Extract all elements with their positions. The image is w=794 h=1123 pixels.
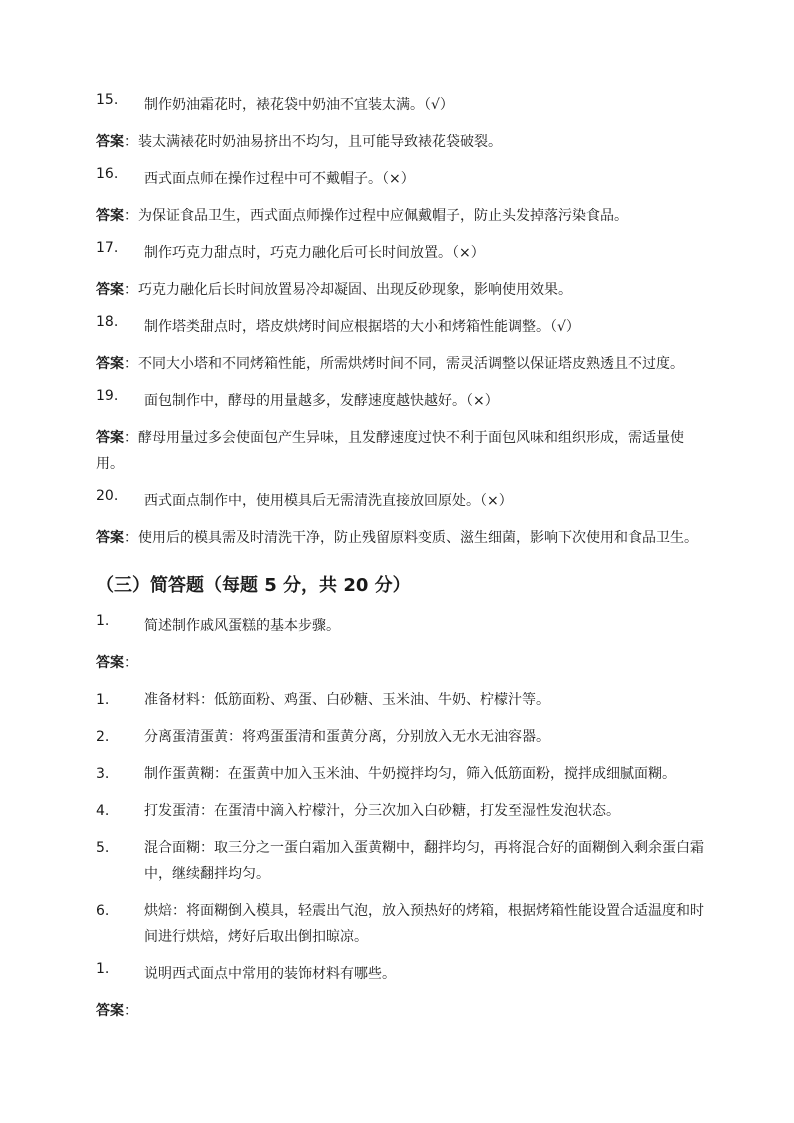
- question-number: 17.: [96, 240, 119, 256]
- step-text: 准备材料：低筋面粉、鸡蛋、白砂糖、玉米油、牛奶、柠檬汁等。: [144, 692, 550, 708]
- answer-19: [96, 425, 706, 477]
- section-heading: （三）简答题（每题 5 分，共 20 分）: [96, 575, 411, 596]
- answer-15: [96, 129, 706, 155]
- answer-17: [96, 277, 706, 303]
- list-item: [96, 835, 706, 887]
- answer-label: 答案: [96, 356, 124, 372]
- question-text: 制作塔类甜点时，塔皮烘烤时间应根据塔的大小和烤箱性能调整。（√）: [144, 319, 580, 335]
- question-16: [96, 166, 706, 192]
- question-text: 简述制作戚风蛋糕的基本步骤。: [144, 618, 340, 634]
- answer-text: ：不同大小塔和不同烤箱性能，所需烘烤时间不同，需灵活调整以保证塔皮熟透且不过度。: [124, 356, 684, 372]
- step-text: 分离蛋清蛋黄：将鸡蛋蛋清和蛋黄分离，分别放入无水无油容器。: [144, 729, 550, 745]
- short-question-1: [96, 613, 706, 639]
- step-number: 4.: [96, 803, 110, 819]
- answer-suffix: ：: [124, 655, 138, 671]
- document-page: [96, 92, 706, 1035]
- answer-label: 答案: [96, 1003, 124, 1019]
- question-number: 16.: [96, 166, 119, 182]
- list-item: [96, 687, 706, 713]
- step-text: 烘焙：将面糊倒入模具，轻震出气泡，放入预热好的烤箱，根据烤箱性能设置合适温度和时间进行烘焙，烤好后取出倒扣晾凉。: [144, 903, 704, 945]
- step-text: 混合面糊：取三分之一蛋白霜加入蛋黄糊中，翻拌均匀，再将混合好的面糊倒入剩余蛋白霜中，继续翻拌均匀。: [144, 840, 704, 882]
- question-text: 制作巧克力甜点时，巧克力融化后可长时间放置。（×）: [144, 245, 485, 261]
- step-text: 制作蛋黄糊：在蛋黄中加入玉米油、牛奶搅拌均匀，筛入低筋面粉，搅拌成细腻面糊。: [144, 766, 676, 782]
- step-number: 2.: [96, 729, 110, 745]
- list-item: [96, 798, 706, 824]
- answer-label: 答案: [96, 430, 124, 446]
- question-number: 18.: [96, 314, 119, 330]
- answer-text: ：为保证食品卫生，西式面点师操作过程中应佩戴帽子，防止头发掉落污染食品。: [124, 208, 628, 224]
- short-question-2: [96, 961, 706, 987]
- answer-suffix: ：: [124, 1003, 138, 1019]
- step-text: 打发蛋清：在蛋清中滴入柠檬汁，分三次加入白砂糖，打发至湿性发泡状态。: [144, 803, 620, 819]
- question-number: 20.: [96, 488, 119, 504]
- answer-label: 答案: [96, 282, 124, 298]
- question-20: [96, 488, 706, 514]
- answer-label: 答案: [96, 530, 124, 546]
- answer-20: [96, 525, 706, 551]
- list-item: [96, 724, 706, 750]
- answer-text: ：使用后的模具需及时清洗干净，防止残留原料变质、滋生细菌，影响下次使用和食品卫生。: [124, 530, 698, 546]
- question-number: 1.: [96, 613, 110, 629]
- answer-label: 答案: [96, 134, 124, 150]
- short-answer-1: [96, 650, 706, 676]
- answer-18: [96, 351, 706, 377]
- answer-16: [96, 203, 706, 229]
- step-number: 5.: [96, 840, 110, 856]
- answer-text: ：酵母用量过多会使面包产生异味，且发酵速度过快不利于面包风味和组织形成，需适量使用。: [96, 430, 684, 472]
- answer-text: ：巧克力融化后长时间放置易冷却凝固、出现反砂现象，影响使用效果。: [124, 282, 572, 298]
- question-number: 19.: [96, 388, 119, 404]
- question-17: [96, 240, 706, 266]
- short-answer-2: [96, 998, 706, 1024]
- question-15: [96, 92, 706, 118]
- question-text: 说明西式面点中常用的装饰材料有哪些。: [144, 966, 396, 982]
- question-text: 西式面点师在操作过程中可不戴帽子。（×）: [144, 171, 415, 187]
- question-18: [96, 314, 706, 340]
- question-text: 面包制作中，酵母的用量越多，发酵速度越快越好。（×）: [144, 393, 499, 409]
- question-number: 15.: [96, 92, 119, 108]
- question-text: 制作奶油霜花时，裱花袋中奶油不宜装太满。（√）: [144, 97, 454, 113]
- chiffon-steps-list: [96, 687, 706, 950]
- list-item: [96, 761, 706, 787]
- answer-text: ：装太满裱花时奶油易挤出不均匀，且可能导致裱花袋破裂。: [124, 134, 502, 150]
- question-19: [96, 388, 706, 414]
- list-item: [96, 898, 706, 950]
- question-number: 1.: [96, 961, 110, 977]
- step-number: 3.: [96, 766, 110, 782]
- question-text: 西式面点制作中，使用模具后无需清洗直接放回原处。（×）: [144, 493, 513, 509]
- step-number: 1.: [96, 692, 110, 708]
- answer-label: 答案: [96, 655, 124, 671]
- step-number: 6.: [96, 903, 110, 919]
- answer-label: 答案: [96, 208, 124, 224]
